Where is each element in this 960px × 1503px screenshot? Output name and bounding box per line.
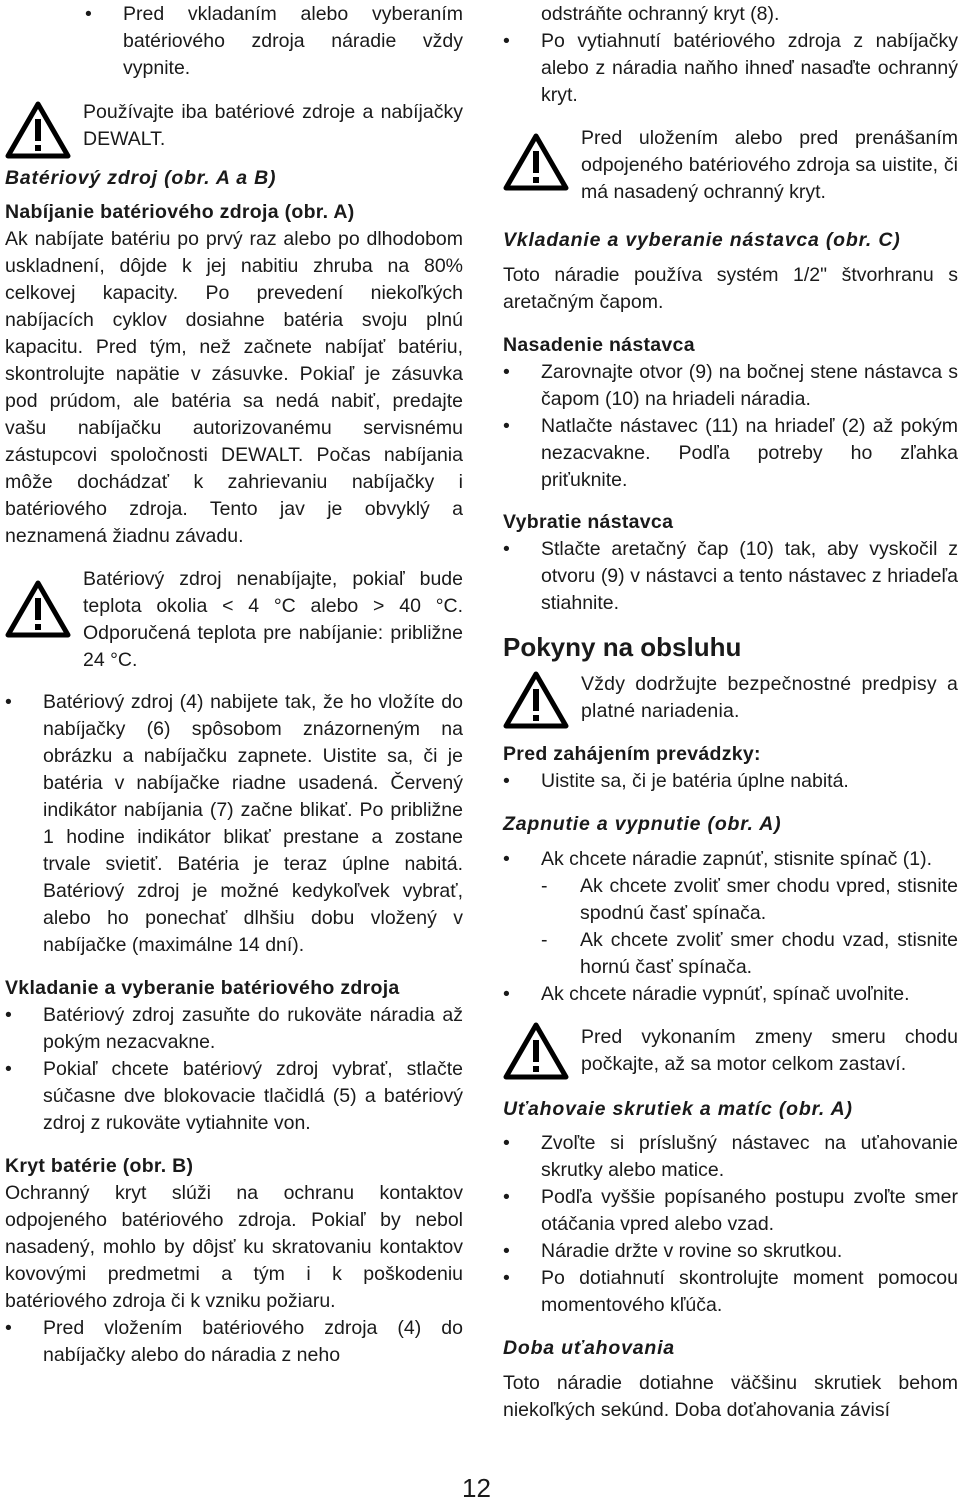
list-item: • Náradie držte v rovine so skrutkou. — [503, 1238, 958, 1265]
section-heading-insert: Vkladanie a vyberanie batériového zdroja — [5, 977, 400, 999]
bullet-list-intro — [85, 1, 463, 82]
page-number: 12 — [462, 1473, 491, 1503]
continuation-line: odstráňte ochranný kryt (8). — [541, 3, 780, 25]
list-item: • Zarovnajte otvor (9) na bočnej stene nástavca s čapom (10) na hriadeli náradia. — [503, 359, 958, 413]
warning-block-cover — [503, 125, 958, 206]
section-heading-tighten: Uťahovaie skrutiek a matíc (obr. A) — [503, 1098, 853, 1120]
list-item: • Batériový zdroj zasuňte do rukoväte náradia až pokým nezacvakne. — [5, 1002, 463, 1056]
bullet-list-fit — [503, 359, 958, 494]
list-item: • Stlačte aretačný čap (10) tak, aby vyskočil z otvoru (9) v nástavci a tento nástavec z hriadeľa stiahnite. — [503, 536, 958, 617]
warning-block-direction — [503, 1024, 958, 1078]
list-item: • Natlačte nástavec (11) na hriadeľ (2) až pokým nezacvakne. Podľa potreby ho zľahka priťuknite. — [503, 413, 958, 494]
list-item: • Pokiaľ chcete batériový zdroj vybrať, stlačte súčasne dve blokovacie tlačidlá (5) a batériový zdroj z rukoväte vytiahnite von. — [5, 1056, 463, 1137]
list-item: • Uistite sa, či je batéria úplne nabitá. — [503, 768, 958, 795]
bullet-list-prior — [503, 768, 958, 795]
bullet-list-after — [503, 28, 958, 109]
section-heading-socket: Vkladanie a vyberanie nástavca (obr. C) — [503, 229, 901, 251]
section-heading-prior: Pred zahájením prevádzky: — [503, 743, 761, 765]
section-heading-charging: Nabíjanie batériového zdroja (obr. A) — [5, 201, 355, 223]
list-item: • Po dotiahnutí skontrolujte moment pomocou momentového kľúča. — [503, 1265, 958, 1319]
list-item: • Ak chcete náradie vypnúť, spínač uvoľnite. — [503, 981, 958, 1008]
list-item-text: Ak chcete náradie zapnúť, stisnite spínač (1). — [541, 848, 933, 870]
list-item: • Pred vkladaním alebo vyberaním batériového zdroja náradie vždy vypnite. — [85, 1, 463, 82]
list-item: • Zvoľte si príslušný nástavec na uťahovanie skrutky alebo matice. — [503, 1130, 958, 1184]
left-column — [5, 0, 463, 1369]
list-item: • Po vytiahnutí batériového zdroja z nabíjačky alebo z náradia naňho ihneď nasaďte ochranný kryt. — [503, 28, 958, 109]
warning-block-temperature — [5, 566, 463, 674]
list-item: • Batériový zdroj (4) nabijete tak, že ho vložíte do nabíjačky (6) spôsobom znázorneným na obrázku a nabíjačku zapnete. Uistite sa, či je batéria v nabíjačke riadne usadená. Červený indikátor nabíjania (7) začne blikať. Po približne 1 hodine indikátor blikať prestane a zostane trvale svietiť. Batéria je teraz úplne nabitá. Batériový zdroj je možné kedykoľvek vybrať, alebo ho ponechať dlhšiu dobu vložený v nabíjačke (maximálne 14 dní). — [5, 689, 463, 959]
bullet-list-tighten — [503, 1130, 958, 1319]
warning-triangle-icon — [503, 1022, 569, 1080]
list-item: - Ak chcete zvoliť smer chodu vpred, stisnite spodnú časť spínača. — [541, 873, 958, 927]
section-heading-remove: Vybratie nástavca — [503, 511, 674, 533]
section-heading-switch: Zapnutie a vypnutie (obr. A) — [503, 813, 782, 835]
warning-triangle-icon — [503, 133, 569, 191]
dash-list-direction — [541, 873, 958, 981]
warning-text: Batériový zdroj nenabíjajte, pokiaľ bude teplota okolia < 4 °C alebo > 40 °C. Odporučená teplota pre nabíjanie: približne 24 °C. — [83, 568, 463, 671]
warning-text: Pred vykonaním zmeny smeru chodu počkajte, až sa motor celkom zastaví. — [581, 1026, 958, 1075]
section-heading-fit: Nasadenie nástavca — [503, 334, 695, 356]
bullet-list-remove — [503, 536, 958, 617]
section-heading-battery: Batériový zdroj (obr. A a B) — [5, 167, 277, 189]
bullet-list-cover — [5, 1315, 463, 1369]
warning-block-safety — [503, 671, 958, 725]
section-heading-cover: Kryt batérie (obr. B) — [5, 1155, 194, 1177]
paragraph-cover: Ochranný kryt slúži na ochranu kontaktov odpojeného batériového zdroja. Pokiaľ by nebol nasadený, mohlo by dôjsť ku skratovaniu kontaktov kovovými predmetmi a tým i k poškodeniu batériového zdroja či k vzniku požiaru. — [5, 1182, 463, 1312]
warning-triangle-icon — [503, 671, 569, 729]
list-item: - Ak chcete zvoliť smer chodu vzad, stisnite hornú časť spínača. — [541, 927, 958, 981]
warning-text: Vždy dodržujte bezpečnostné predpisy a platné nariadenia. — [581, 673, 958, 722]
warning-triangle-icon — [5, 580, 71, 638]
list-item — [503, 846, 958, 981]
paragraph-time: Toto náradie dotiahne väčšinu skrutiek behom niekoľkých sekúnd. Doba doťahovania závisí — [503, 1372, 958, 1421]
paragraph-socket: Toto náradie používa systém 1/2" štvorhranu s aretačným čapom. — [503, 264, 958, 313]
right-column — [503, 0, 958, 1424]
warning-text: Používajte iba batériové zdroje a nabíjačky DEWALT. — [83, 101, 463, 150]
warning-block-dewalt — [5, 99, 463, 153]
section-heading-operation: Pokyny na obsluhu — [503, 632, 742, 662]
bullet-list-charge — [5, 689, 463, 959]
bullet-list-insert — [5, 1002, 463, 1137]
list-item: • Pred vložením batériového zdroja (4) do nabíjačky alebo do náradia z neho — [5, 1315, 463, 1369]
paragraph-charging: Ak nabíjate batériu po prvý raz alebo po dlhodobom uskladnení, dôjde k jej nabitiu zhruba na 80% celkovej kapacity. Po prevedení niekoľkých nabíjacích cyklov dosiahne batéria svoju plnú kapacitu. Pred tým, než začnete nabíjať batériu, skontrolujte napätie v zásuvke. Pokiaľ je zásuvka pod prúdom, ale batéria sa nedá nabiť, predajte vašu nabíjačku autorizovanému servisnému zástupcovi spoločnosti DEWALT. Počas nabíjania môže dochádzať k zahrievaniu nabíjačky i batériového zdroja. Tento jav je obvyklý a neznamená žiadnu závadu. — [5, 228, 463, 547]
warning-triangle-icon — [5, 101, 71, 159]
bullet-list-switch — [503, 846, 958, 1008]
section-heading-time: Doba uťahovania — [503, 1337, 675, 1359]
warning-text: Pred uložením alebo pred prenášaním odpojeného batériového zdroja sa uistite, či má nasadený ochranný kryt. — [581, 127, 958, 203]
list-item: • Podľa vyššie popísaného postupu zvoľte smer otáčania vpred alebo vzad. — [503, 1184, 958, 1238]
